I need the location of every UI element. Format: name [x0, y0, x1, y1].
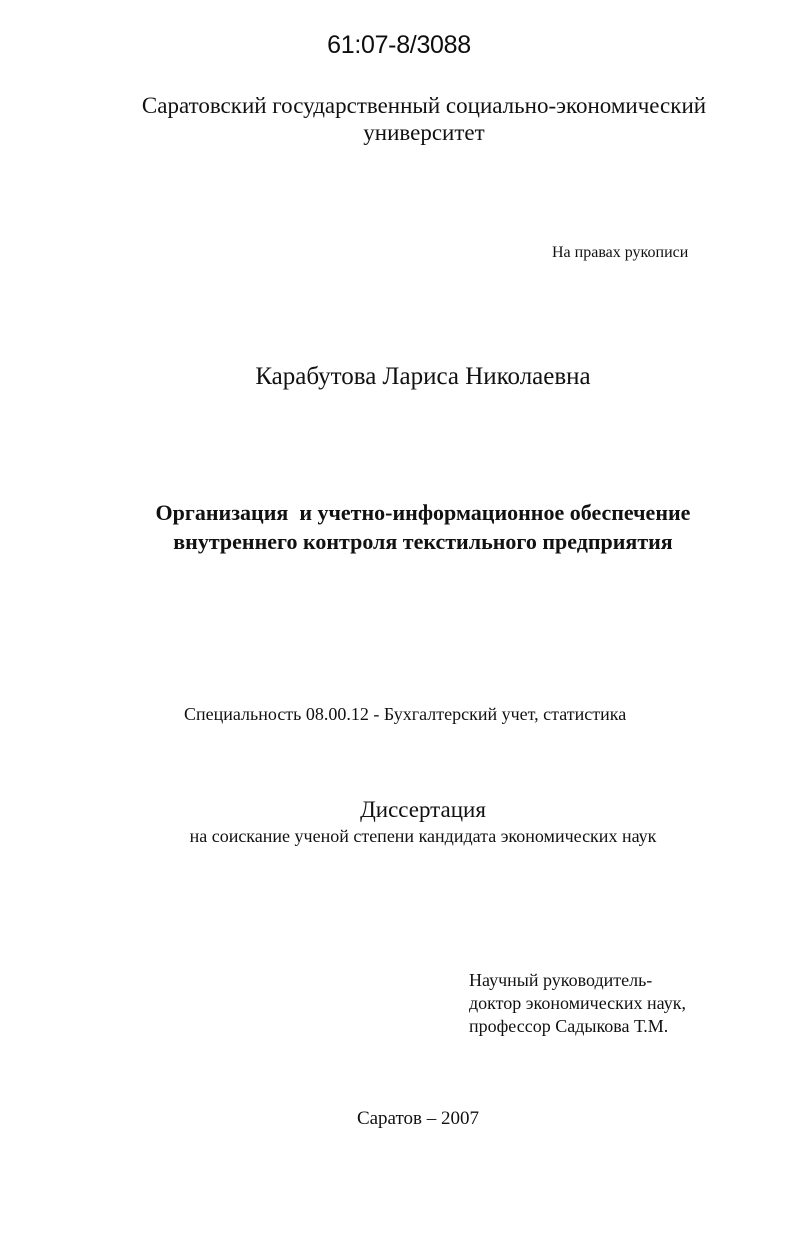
document-type: Диссертация	[360, 797, 486, 822]
degree-sought: на соискание ученой степени кандидата экономических наук	[189, 826, 657, 846]
supervisor-line-3: профессор Садыкова Т.М.	[469, 1016, 669, 1036]
dissertation-title-line-2: внутреннего контроля текстильного предприятия	[173, 529, 673, 554]
scientific-supervisor	[469, 969, 686, 1038]
university-name-line-1: Саратовский государственный социально-экономический	[141, 93, 707, 118]
author-name: Карабутова Лариса Николаевна	[255, 363, 591, 390]
university-name	[0, 92, 798, 146]
manuscript-rights-note: На правах рукописи	[552, 244, 689, 261]
supervisor-line-2: доктор экономических наук,	[469, 993, 686, 1013]
catalog-number: 61:07-8/3088	[327, 31, 471, 59]
supervisor-line-1: Научный руководитель-	[469, 970, 653, 990]
city-and-year: Саратов – 2007	[356, 1108, 480, 1129]
specialty-line: Специальность 08.00.12 - Бухгалтерский учет, статистика	[184, 704, 627, 724]
university-name-line-2: университет	[363, 120, 485, 145]
dissertation-title	[0, 498, 798, 556]
dissertation-title-line-1: Организация и учетно-информационное обеспечение	[155, 500, 691, 525]
